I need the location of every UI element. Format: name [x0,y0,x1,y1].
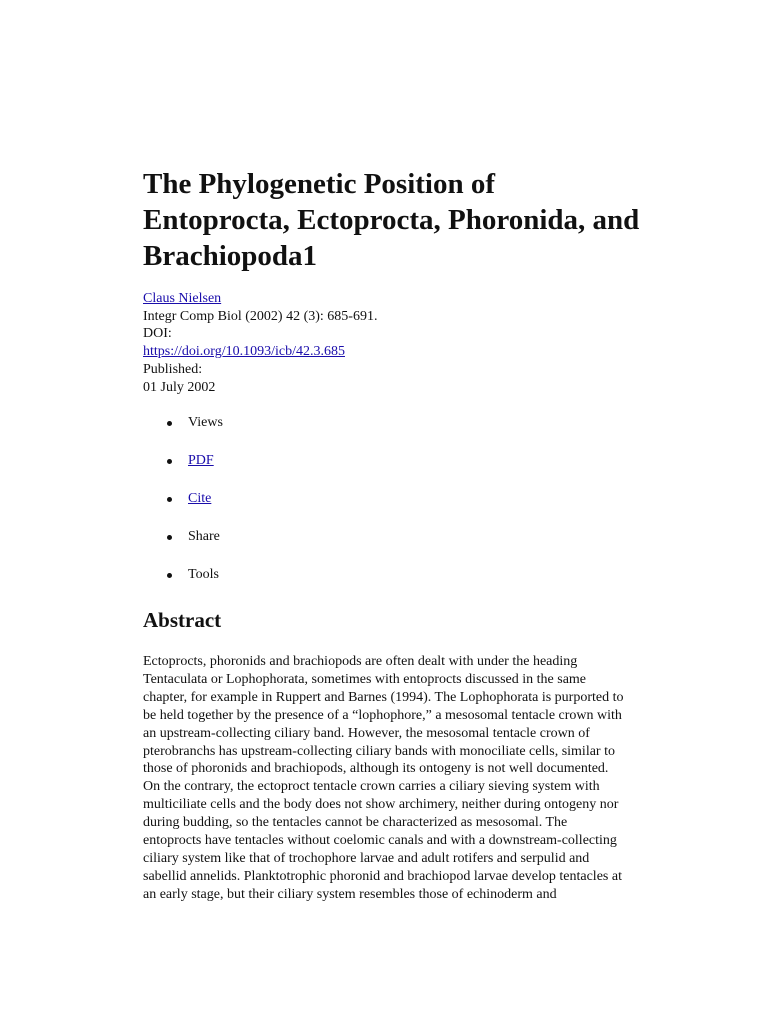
abstract-line: an early stage, but their ciliary system resembles those of echinoderm and [143,886,557,902]
action-item-share[interactable] [143,528,223,546]
doi-label: DOI: [143,326,172,342]
doi-link[interactable]: https://doi.org/10.1093/icb/42.3.685 [143,344,345,360]
tools-label[interactable]: Tools [188,567,219,582]
bullet-icon [167,497,172,502]
pdf-link[interactable]: PDF [188,453,214,468]
abstract-line: an upstream-collecting ciliary band. However, the mesosomal tentacle crown of [143,725,590,741]
bullet-icon [167,421,172,426]
citation-text: Integr Comp Biol (2002) 42 (3): 685-691. [143,308,378,324]
action-item-views[interactable] [143,414,223,432]
bullet-icon [167,459,172,464]
abstract-body [143,653,663,904]
abstract-line: during budding, so the tentacles cannot be characterized as mesosomal. The [143,815,568,831]
abstract-line: pterobranchs has upstream-collecting ciliary bands with monociliate cells, similar to [143,743,615,759]
abstract-line: chapter, for example in Ruppert and Barnes (1994). The Lophophorata is purported to [143,689,624,705]
abstract-line: be held together by the presence of a “lophophore,” a mesosomal tentacle crown with [143,707,622,723]
abstract-line: Ectoprocts, phoronids and brachiopods are often dealt with under the heading [143,654,578,669]
abstract-line: those of phoronids and brachiopods, although its ontogeny is not well documented. [143,761,609,777]
views-label[interactable]: Views [188,415,223,430]
action-item-cite[interactable] [143,490,223,508]
abstract-heading: Abstract [143,608,222,632]
published-date: 01 July 2002 [143,379,216,395]
abstract-line: sabellid annelids. Planktotrophic phoronid and brachiopod larvae develop tentacles at [143,868,622,884]
bullet-icon [167,573,172,578]
published-label: Published: [143,361,203,377]
abstract-line: entoprocts have tentacles without coelomic canals and with a downstream-collecting [143,833,617,849]
article-actions-list [143,414,223,604]
article-title-line: Brachiopoda1 [143,240,318,272]
article-metadata [143,290,663,396]
share-label[interactable]: Share [188,529,220,544]
abstract-line: Tentaculata or Lophophorata, sometimes with entoprocts discussed in the same [143,671,587,687]
article-title [143,166,663,274]
article-title-line: Entoprocta, Ectoprocta, Phoronida, and [143,204,640,236]
abstract-line: multiciliate cells and the body does not show archimery, neither during ontogeny nor [143,797,619,813]
article-title-line: The Phylogenetic Position of [143,168,496,200]
cite-link[interactable]: Cite [188,491,212,506]
action-item-pdf[interactable] [143,452,223,470]
action-item-tools[interactable] [143,566,223,584]
abstract-line: On the contrary, the ectoproct tentacle crown carries a ciliary sieving system with [143,779,600,795]
abstract-line: ciliary system like that of trochophore larvae and adult rotifers and serpulid and [143,850,590,866]
bullet-icon [167,535,172,540]
author-link[interactable]: Claus Nielsen [143,291,222,306]
